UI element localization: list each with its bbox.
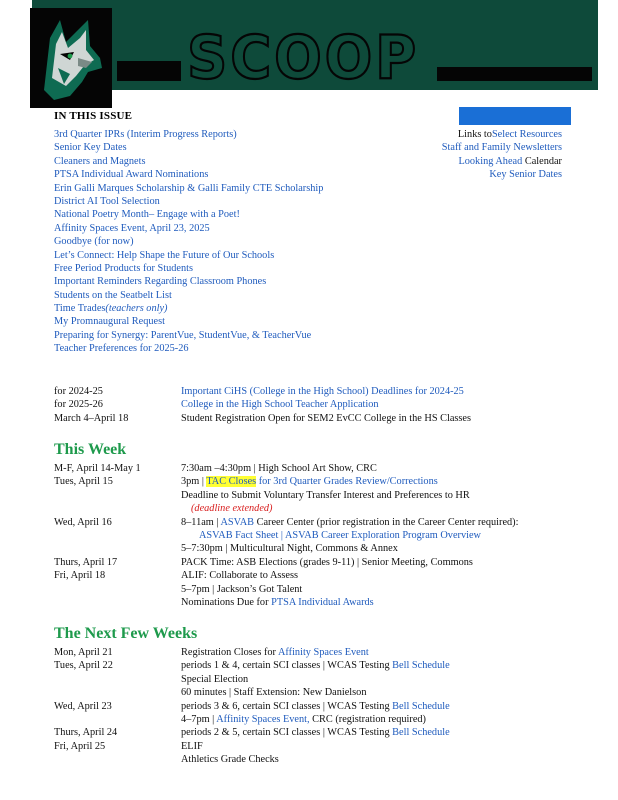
cihs-date: for 2025-26 — [54, 399, 103, 411]
husky-logo — [30, 8, 112, 108]
event-text: 5–7pm | Jackson’s Got Talent — [181, 583, 303, 595]
event-date: Fri, April 18 — [54, 570, 106, 582]
looking-ahead-link[interactable]: Looking Ahead — [458, 155, 523, 167]
event-date: Thurs, April 24 — [54, 727, 118, 739]
next-few-weeks-heading: The Next Few Weeks — [54, 625, 198, 642]
grades-review-link[interactable]: for 3rd Quarter Grades Review/Corrections — [256, 476, 438, 488]
affinity-spaces-link[interactable]: Affinity Spaces Event — [277, 647, 369, 658]
event-time: 4–7pm | — [181, 714, 217, 726]
event-date: Thurs, April 17 — [54, 556, 118, 568]
event-text: 7:30am –4:30pm | High School Art Show, CRC — [181, 463, 377, 474]
bell-schedule-link[interactable]: Bell Schedule — [392, 660, 450, 672]
cihs-teacher-app-link[interactable]: College in the High School Teacher Application — [181, 399, 379, 411]
event-text: periods 2 & 5, certain SCI classes | WCAS Testing — [181, 727, 393, 739]
event-text: 60 minutes | Staff Extension: New Danielson — [181, 687, 367, 699]
event-text: CRC (registration required) — [309, 714, 426, 726]
toc-link-cleaners[interactable]: Cleaners and Magnets — [54, 155, 146, 167]
toc-link-ptsa-awards[interactable]: PTSA Individual Award Nominations — [54, 169, 209, 181]
masthead-bar-left — [117, 61, 181, 81]
event-text: 5–7:30pm | Multicultural Night, Commons & Annex — [181, 543, 398, 555]
blue-accent-tab — [459, 107, 571, 125]
toc-link-lets-connect[interactable]: Let’s Connect: Help Shape the Future of Our Schools — [54, 249, 275, 261]
toc-link-phones[interactable]: Important Reminders Regarding Classroom Phones — [54, 276, 267, 288]
event-text: periods 3 & 6, certain SCI classes | WCAS Testing — [181, 700, 393, 712]
next-weeks-schedule — [54, 646, 584, 767]
event-date: Tues, April 22 — [54, 660, 113, 672]
event-text: Deadline to Submit Voluntary Transfer Interest and Preferences to HR — [181, 489, 470, 501]
links-prefix: Links to — [457, 129, 492, 140]
event-text: Career Center (prior registration in the Career Center required): — [254, 516, 519, 528]
cihs-section — [54, 385, 584, 425]
tac-closes-highlight[interactable]: TAC Closes — [206, 476, 257, 488]
masthead-bar-right — [437, 67, 592, 81]
cihs-date: for 2024-25 — [54, 386, 103, 397]
toc-link-poetry[interactable]: National Poetry Month– Engage with a Poet! — [54, 209, 240, 221]
event-date: Tues, April 15 — [54, 476, 113, 488]
event-text: Registration Closes for — [181, 647, 278, 658]
bell-schedule-link[interactable]: Bell Schedule — [392, 727, 450, 739]
toc-link-goodbye[interactable]: Goodbye (for now) — [54, 236, 134, 248]
event-text: Special Election — [181, 673, 249, 685]
resource-links — [342, 128, 562, 182]
key-senior-dates-link[interactable]: Key Senior Dates — [489, 169, 562, 181]
staff-family-newsletters-link[interactable]: Staff and Family Newsletters — [441, 142, 562, 154]
select-resources-link[interactable]: Select Resources — [491, 129, 562, 140]
event-text: ELIF — [181, 740, 203, 752]
cihs-deadlines-link[interactable]: Important CiHS (College in the High School) Deadlines for 2024-25 — [181, 386, 464, 397]
event-date: Wed, April 23 — [54, 700, 112, 712]
toc-link-seatbelt[interactable]: Students on the Seatbelt List — [54, 289, 172, 301]
bell-schedule-link[interactable]: Bell Schedule — [392, 700, 450, 712]
asvab-link[interactable]: ASVAB — [220, 516, 255, 528]
event-text: Athletics Grade Checks — [181, 754, 279, 766]
toc-link-teacher-prefs[interactable]: Teacher Preferences for 2025-26 — [54, 343, 189, 355]
toc-link-period-products[interactable]: Free Period Products for Students — [54, 262, 193, 274]
cihs-text: Student Registration Open for SEM2 EvCC College in the HS Classes — [181, 412, 472, 424]
toc-link-ipr[interactable]: 3rd Quarter IPRs (Interim Progress Reports) — [54, 129, 237, 140]
calendar-suffix: Calendar — [522, 155, 562, 167]
masthead-title — [185, 26, 425, 84]
asvab-fact-sheet-link[interactable]: ASVAB Fact Sheet — [199, 530, 279, 542]
husky-icon — [30, 8, 112, 108]
affinity-spaces-link[interactable]: Affinity Spaces Event, — [216, 714, 310, 726]
asvab-overview-link[interactable]: ASVAB Career Exploration Program Overview — [284, 530, 481, 542]
event-text: PACK Time: ASB Elections (grades 9-11) | Senior Meeting, Commons — [181, 556, 473, 568]
event-time: 3pm | — [181, 476, 207, 488]
toc-title: IN THIS ISSUE — [54, 110, 133, 122]
event-time: 8–11am | — [181, 516, 221, 528]
event-date: M-F, April 14-May 1 — [54, 463, 141, 474]
toc-link-scholarship[interactable]: Erin Galli Marques Scholarship & Galli Family CTE Scholarship — [54, 182, 324, 194]
event-date: Fri, April 25 — [54, 740, 106, 752]
toc-link-affinity[interactable]: Affinity Spaces Event, April 23, 2025 — [54, 222, 210, 234]
link-separator: | — [278, 530, 285, 542]
toc-link-promnaugural[interactable]: My Promnaugural Request — [54, 316, 165, 328]
event-text: Nominations Due for — [181, 597, 272, 609]
deadline-extended-note: (deadline extended) — [191, 503, 273, 515]
toc-link-synergy[interactable]: Preparing for Synergy: ParentVue, StudentVue, & TeacherVue — [54, 329, 312, 341]
toc-link-ai-tool[interactable]: District AI Tool Selection — [54, 195, 160, 207]
this-week-schedule — [54, 462, 584, 609]
event-date: Mon, April 21 — [54, 647, 113, 658]
event-date: Wed, April 16 — [54, 516, 112, 528]
ptsa-awards-link[interactable]: PTSA Individual Awards — [271, 597, 374, 609]
masthead-text: SCOOP — [187, 26, 419, 84]
toc-link-time-trades[interactable]: Time Trades — [54, 303, 106, 315]
this-week-heading: This Week — [54, 441, 127, 458]
time-trades-note: (teachers only) — [105, 303, 168, 315]
cihs-date: March 4–April 18 — [54, 412, 129, 424]
event-text: ALIF: Collaborate to Assess — [181, 570, 298, 582]
event-text: periods 1 & 4, certain SCI classes | WCAS Testing — [181, 660, 393, 672]
toc-link-senior-key-dates[interactable]: Senior Key Dates — [54, 142, 127, 154]
